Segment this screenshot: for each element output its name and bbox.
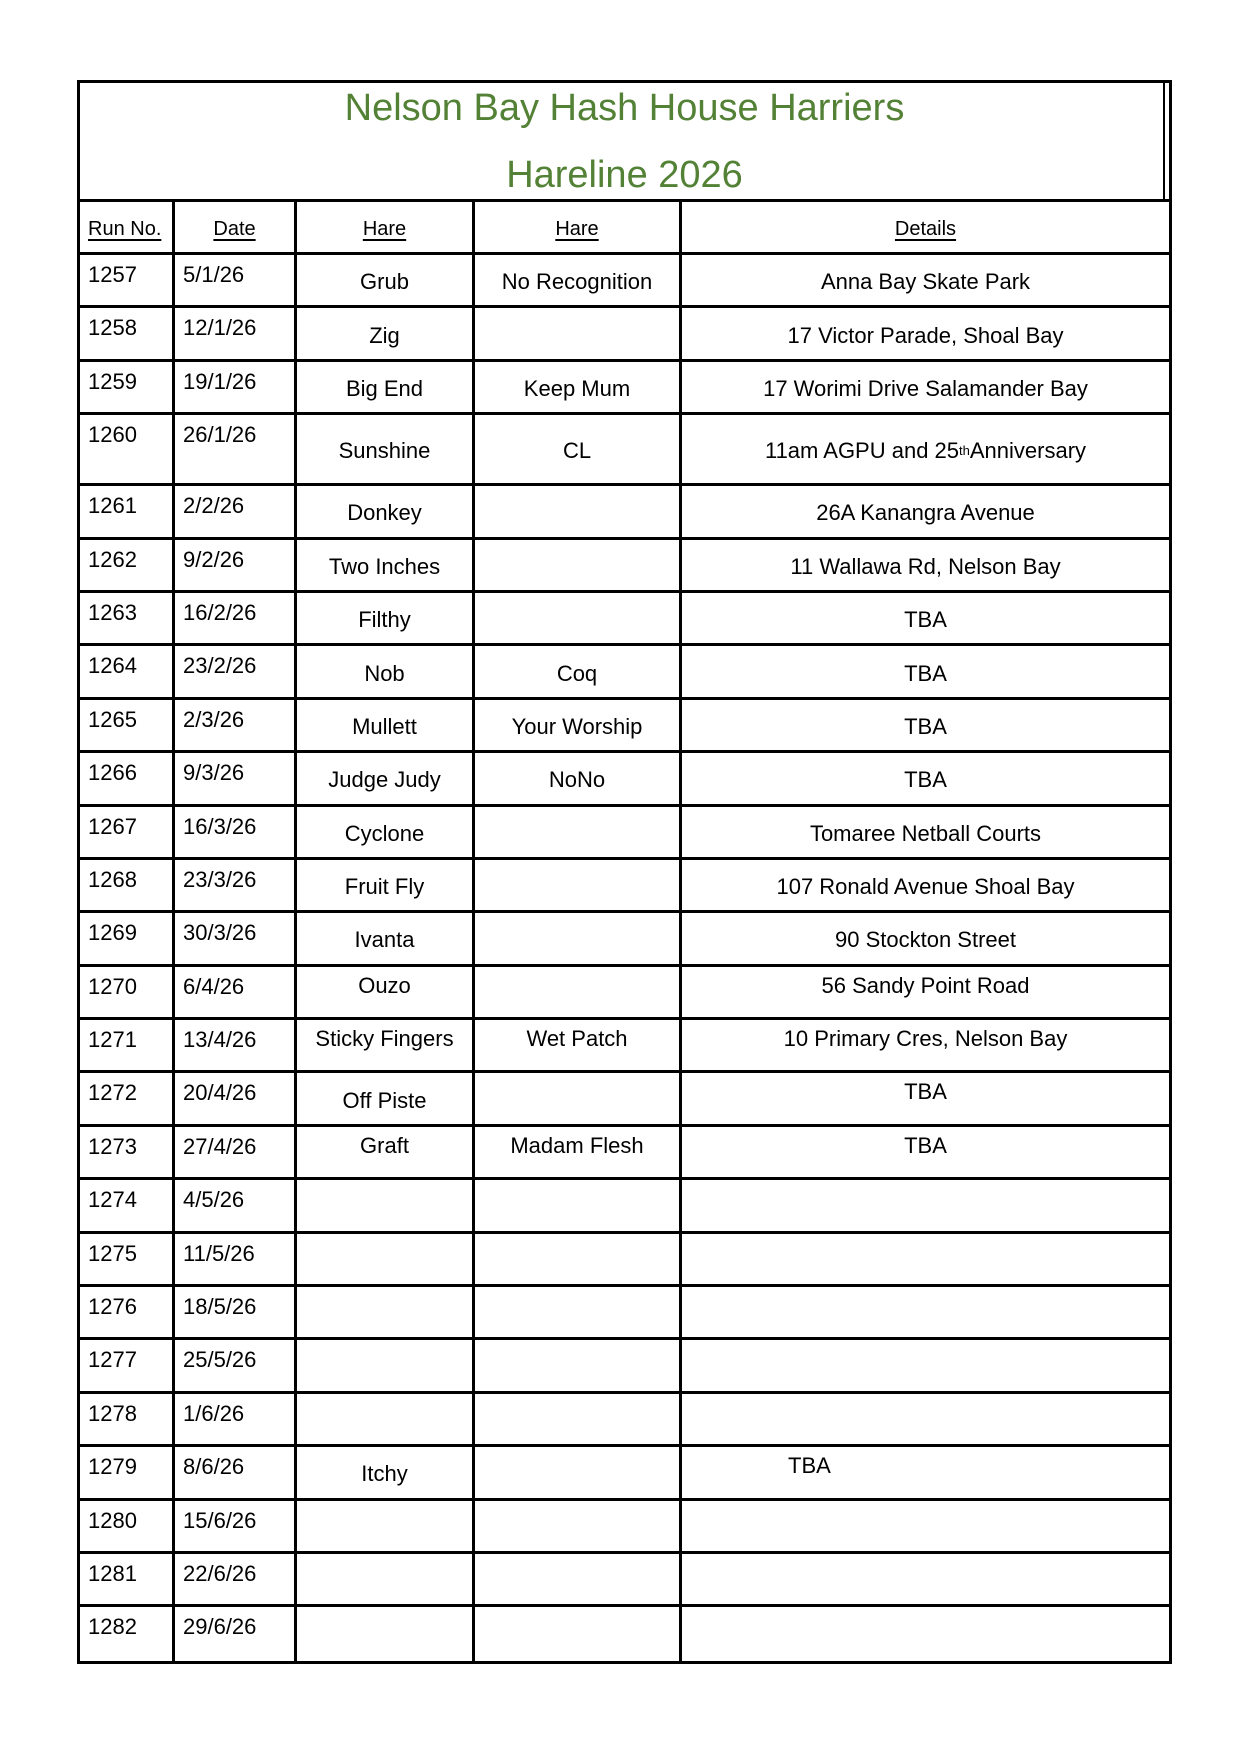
table-row xyxy=(80,540,1169,593)
hare2-cell xyxy=(475,860,682,910)
details-cell: 17 Worimi Drive Salamander Bay xyxy=(763,375,1088,401)
date-cell: 4/5/26 xyxy=(175,1180,297,1230)
hare-cell: Two Inches xyxy=(297,540,475,590)
run-no-cell: 1280 xyxy=(80,1501,175,1551)
date-cell: 11/5/26 xyxy=(175,1234,297,1284)
date-cell: 15/6/26 xyxy=(175,1501,297,1551)
table-row xyxy=(80,593,1169,646)
run-no-cell: 1270 xyxy=(80,967,175,1017)
run-no-cell: 1271 xyxy=(80,1020,175,1070)
table-row xyxy=(80,415,1169,486)
date-cell: 19/1/26 xyxy=(175,362,297,412)
details-cell xyxy=(682,1501,1169,1551)
date-cell: 2/3/26 xyxy=(175,700,297,750)
hare2-cell: NoNo xyxy=(475,753,682,803)
details-cell xyxy=(682,1394,1169,1444)
hare-cell xyxy=(297,1340,475,1390)
hare-cell: Sunshine xyxy=(297,415,475,483)
date-cell: 25/5/26 xyxy=(175,1340,297,1390)
run-no-cell: 1277 xyxy=(80,1340,175,1390)
date-cell: 13/4/26 xyxy=(175,1020,297,1070)
hare2-cell xyxy=(475,913,682,963)
table-row xyxy=(80,486,1169,539)
table-row xyxy=(80,1020,1169,1073)
hare-cell: Ouzo xyxy=(297,967,475,1017)
details-cell: 107 Ronald Avenue Shoal Bay xyxy=(776,874,1075,900)
details-cell: 26A Kanangra Avenue xyxy=(816,500,1035,526)
run-no-cell: 1263 xyxy=(80,593,175,643)
details-cell: 10 Primary Cres, Nelson Bay xyxy=(783,1026,1068,1052)
details-cell: 11am AGPU and 25 th Anniversary xyxy=(764,438,1087,464)
hare2-cell xyxy=(475,486,682,536)
run-no-cell: 1278 xyxy=(80,1394,175,1444)
hare2-cell xyxy=(475,593,682,643)
column-header-run-no: Run No. xyxy=(80,202,175,252)
table-row xyxy=(80,1501,1169,1554)
table-row xyxy=(80,1607,1169,1660)
hare2-cell xyxy=(475,1180,682,1230)
date-cell: 27/4/26 xyxy=(175,1127,297,1177)
run-no-cell: 1258 xyxy=(80,308,175,358)
details-cell: 90 Stockton Street xyxy=(835,927,1016,953)
run-no-cell: 1282 xyxy=(80,1607,175,1660)
hare2-cell xyxy=(475,1234,682,1284)
run-no-cell: 1260 xyxy=(80,415,175,483)
details-cell: Anna Bay Skate Park xyxy=(820,269,1031,295)
hare-cell: Off Piste xyxy=(297,1073,475,1123)
column-header-details: Details xyxy=(894,218,957,240)
hare2-cell xyxy=(475,540,682,590)
hare2-cell xyxy=(475,1607,682,1660)
date-cell: 5/1/26 xyxy=(175,255,297,305)
hare2-cell: Keep Mum xyxy=(475,362,682,412)
details-cell: TBA xyxy=(904,767,947,793)
date-cell: 26/1/26 xyxy=(175,415,297,483)
hare2-cell: Wet Patch xyxy=(475,1020,682,1070)
date-cell: 8/6/26 xyxy=(175,1447,297,1497)
date-cell: 20/4/26 xyxy=(175,1073,297,1123)
hare2-cell xyxy=(475,967,682,1017)
hare-cell: Judge Judy xyxy=(297,753,475,803)
hare2-cell xyxy=(475,1073,682,1123)
hare2-cell xyxy=(475,1287,682,1337)
hare-cell: Big End xyxy=(297,362,475,412)
table-row xyxy=(80,362,1169,415)
hare-cell xyxy=(297,1607,475,1660)
table-body xyxy=(80,255,1169,1661)
hare2-cell xyxy=(475,1340,682,1390)
hare-cell xyxy=(297,1234,475,1284)
details-cell: 11 Wallawa Rd, Nelson Bay xyxy=(790,553,1061,579)
run-no-cell: 1259 xyxy=(80,362,175,412)
column-header-hare-2: Hare xyxy=(475,202,682,252)
details-cell xyxy=(682,1180,1169,1230)
hare2-cell: Coq xyxy=(475,646,682,696)
date-cell: 1/6/26 xyxy=(175,1394,297,1444)
hare2-cell xyxy=(475,807,682,857)
hare2-cell xyxy=(475,308,682,358)
details-cell xyxy=(682,1234,1169,1284)
hare-cell: Zig xyxy=(297,308,475,358)
hare-cell: Donkey xyxy=(297,486,475,536)
details-cell: 56 Sandy Point Road xyxy=(821,972,1030,998)
table-row xyxy=(80,1287,1169,1340)
run-no-cell: 1272 xyxy=(80,1073,175,1123)
table-row xyxy=(80,913,1169,966)
run-no-cell: 1257 xyxy=(80,255,175,305)
title-box-inner-border xyxy=(1163,83,1165,199)
details-cell: 17 Victor Parade, Shoal Bay xyxy=(787,322,1064,348)
date-cell: 16/3/26 xyxy=(175,807,297,857)
date-cell: 9/2/26 xyxy=(175,540,297,590)
date-cell: 18/5/26 xyxy=(175,1287,297,1337)
document-title: Nelson Bay Hash House Harriers xyxy=(344,87,905,129)
hare2-cell xyxy=(475,1501,682,1551)
run-no-cell: 1262 xyxy=(80,540,175,590)
table-row xyxy=(80,807,1169,860)
hare-cell: Graft xyxy=(297,1127,475,1177)
details-cell: TBA xyxy=(788,1453,831,1479)
hare-cell xyxy=(297,1287,475,1337)
table-row xyxy=(80,646,1169,699)
column-header-date: Date xyxy=(175,202,297,252)
table-row xyxy=(80,308,1169,361)
date-cell: 30/3/26 xyxy=(175,913,297,963)
table-row xyxy=(80,1394,1169,1447)
details-cell: TBA xyxy=(904,1079,947,1105)
document-subtitle: Hareline 2026 xyxy=(506,154,743,196)
run-no-cell: 1276 xyxy=(80,1287,175,1337)
details-cell: TBA xyxy=(904,1132,947,1158)
title-box xyxy=(80,83,1169,202)
details-cell xyxy=(682,1287,1169,1337)
details-cell: TBA xyxy=(904,607,947,633)
hareline-table xyxy=(77,80,1172,1664)
run-no-cell: 1269 xyxy=(80,913,175,963)
date-cell: 16/2/26 xyxy=(175,593,297,643)
hare-cell: Sticky Fingers xyxy=(297,1020,475,1070)
run-no-cell: 1261 xyxy=(80,486,175,536)
table-row xyxy=(80,860,1169,913)
hare-cell: Filthy xyxy=(297,593,475,643)
table-row xyxy=(80,967,1169,1020)
table-row xyxy=(80,1340,1169,1393)
details-cell: TBA xyxy=(904,713,947,739)
table-row xyxy=(80,255,1169,308)
hare2-cell: Madam Flesh xyxy=(475,1127,682,1177)
details-cell: Tomaree Netball Courts xyxy=(809,820,1042,846)
table-row xyxy=(80,1073,1169,1126)
hare-cell xyxy=(297,1554,475,1604)
date-cell: 9/3/26 xyxy=(175,753,297,803)
run-no-cell: 1274 xyxy=(80,1180,175,1230)
table-header-row xyxy=(80,202,1169,255)
run-no-cell: 1266 xyxy=(80,753,175,803)
date-cell: 23/2/26 xyxy=(175,646,297,696)
details-cell xyxy=(682,1340,1169,1390)
run-no-cell: 1281 xyxy=(80,1554,175,1604)
run-no-cell: 1265 xyxy=(80,700,175,750)
date-cell: 29/6/26 xyxy=(175,1607,297,1660)
table-row xyxy=(80,1127,1169,1180)
run-no-cell: 1275 xyxy=(80,1234,175,1284)
details-cell xyxy=(682,1607,1169,1660)
run-no-cell: 1267 xyxy=(80,807,175,857)
run-no-cell: 1264 xyxy=(80,646,175,696)
table-row xyxy=(80,1234,1169,1287)
hare-cell: Nob xyxy=(297,646,475,696)
hare2-cell: CL xyxy=(475,415,682,483)
run-no-cell: 1268 xyxy=(80,860,175,910)
hare-cell: Mullett xyxy=(297,700,475,750)
hare2-cell xyxy=(475,1447,682,1497)
details-cell: TBA xyxy=(904,660,947,686)
column-header-hare-1: Hare xyxy=(297,202,475,252)
table-row xyxy=(80,753,1169,806)
table-row xyxy=(80,1554,1169,1607)
run-no-cell: 1273 xyxy=(80,1127,175,1177)
hare-cell xyxy=(297,1501,475,1551)
hare-cell xyxy=(297,1394,475,1444)
hare2-cell xyxy=(475,1394,682,1444)
date-cell: 12/1/26 xyxy=(175,308,297,358)
date-cell: 23/3/26 xyxy=(175,860,297,910)
hare2-cell xyxy=(475,1554,682,1604)
hare2-cell: Your Worship xyxy=(475,700,682,750)
hare-cell xyxy=(297,1180,475,1230)
hare-cell: Itchy xyxy=(297,1447,475,1497)
date-cell: 2/2/26 xyxy=(175,486,297,536)
hare-cell: Grub xyxy=(297,255,475,305)
details-cell xyxy=(682,1554,1169,1604)
hare-cell: Cyclone xyxy=(297,807,475,857)
date-cell: 22/6/26 xyxy=(175,1554,297,1604)
hare-cell: Ivanta xyxy=(297,913,475,963)
table-row xyxy=(80,1180,1169,1233)
table-row xyxy=(80,700,1169,753)
run-no-cell: 1279 xyxy=(80,1447,175,1497)
hare2-cell: No Recognition xyxy=(475,255,682,305)
date-cell: 6/4/26 xyxy=(175,967,297,1017)
table-row xyxy=(80,1447,1169,1500)
hare-cell: Fruit Fly xyxy=(297,860,475,910)
